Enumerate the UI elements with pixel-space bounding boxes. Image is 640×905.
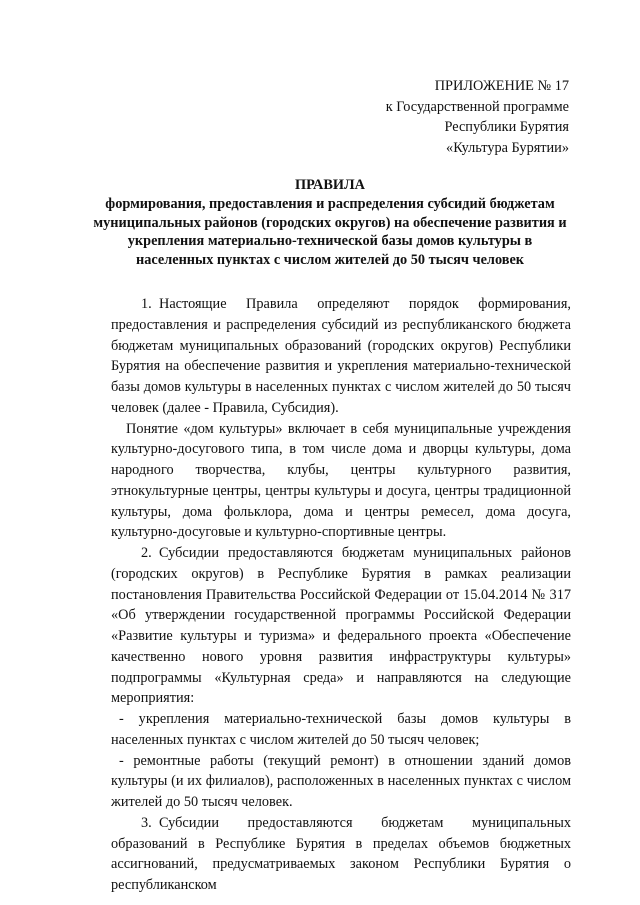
list-item bbox=[111, 709, 571, 751]
appendix-header bbox=[386, 76, 569, 158]
list-item-text: - ремонтные работы (текущий ремонт) в отношении зданий домов культуры (и их филиалов), расположенных в населенных пунктах с числом жителей до 50 тысяч человек. bbox=[111, 752, 571, 810]
appendix-ref-line: к Государственной программе bbox=[385, 98, 569, 115]
paragraph-definition bbox=[111, 419, 571, 544]
paragraph-2 bbox=[111, 543, 571, 709]
document-body bbox=[111, 294, 571, 896]
title-subtitle: формирования, предоставления и распределения субсидий бюджетам муниципальных районов (городских округов) на обеспечение развития и укрепления материально-технической базы домов культуры в населенных пунктах с числом жителей до 50 тысяч человек bbox=[93, 196, 567, 268]
paragraph-number: 2. bbox=[141, 545, 152, 561]
paragraph-number: 1. bbox=[141, 296, 152, 312]
paragraph-text: Понятие «дом культуры» включает в себя муниципальные учреждения культурно-досугового типа, в том числе дома и дворцы культуры, дома народного творчества, клубы, центры культурного развития, этнокультурные центры, центры культуры и досуга, центры традиционной культуры, дома фольклора, дома и центры ремесел, дома досуга, культурно-досуговые и культурно-спортивные центры. bbox=[111, 420, 571, 541]
list-item-text: - укрепления материально-технической базы домов культуры в населенных пунктах с числом жителей до 50 тысяч человек; bbox=[111, 711, 571, 748]
appendix-ref-line: Республики Бурятия bbox=[444, 119, 569, 135]
list-item bbox=[111, 751, 571, 813]
document-title bbox=[90, 176, 570, 269]
appendix-number: ПРИЛОЖЕНИЕ № 17 bbox=[434, 78, 569, 94]
paragraph-text: Настоящие Правила определяют порядок формирования, предоставления и распределения субсидий из республиканского бюджета бюджетам муниципальных образований (городских округов) Республики Бурятия на обеспечение развития и укрепления материально-технической базы домов культуры в населенных пунктах с числом жителей до 50 тысяч человек (далее - Правила, Субсидия). bbox=[111, 296, 571, 416]
paragraph-text: Субсидии предоставляются бюджетам муниципальных районов (городских округов) в Республике Бурятия в рамках реализации постановления Правительства Российской Федерации от 15.04.2014 № 317 «Об утверждении государственной программы Российской Федерации «Развитие культуры и туризма» и федерального проекта «Обеспечение качественно нового уровня развития инфраструктуры культуры» подпрограммы «Культурная среда» и направляются на следующие мероприятия: bbox=[111, 545, 571, 707]
paragraph-3 bbox=[111, 813, 571, 896]
paragraph-1 bbox=[111, 294, 571, 419]
paragraph-text: Субсидии предоставляются бюджетам муниципальных образований в Республике Бурятия в пределах объемов бюджетных ассигнований, предусматриваемых законом Республики Бурятия о республиканском bbox=[111, 814, 571, 893]
paragraph-number: 3. bbox=[141, 814, 152, 831]
appendix-ref-line: «Культура Бурятии» bbox=[446, 139, 569, 156]
title-head: ПРАВИЛА bbox=[295, 177, 365, 193]
